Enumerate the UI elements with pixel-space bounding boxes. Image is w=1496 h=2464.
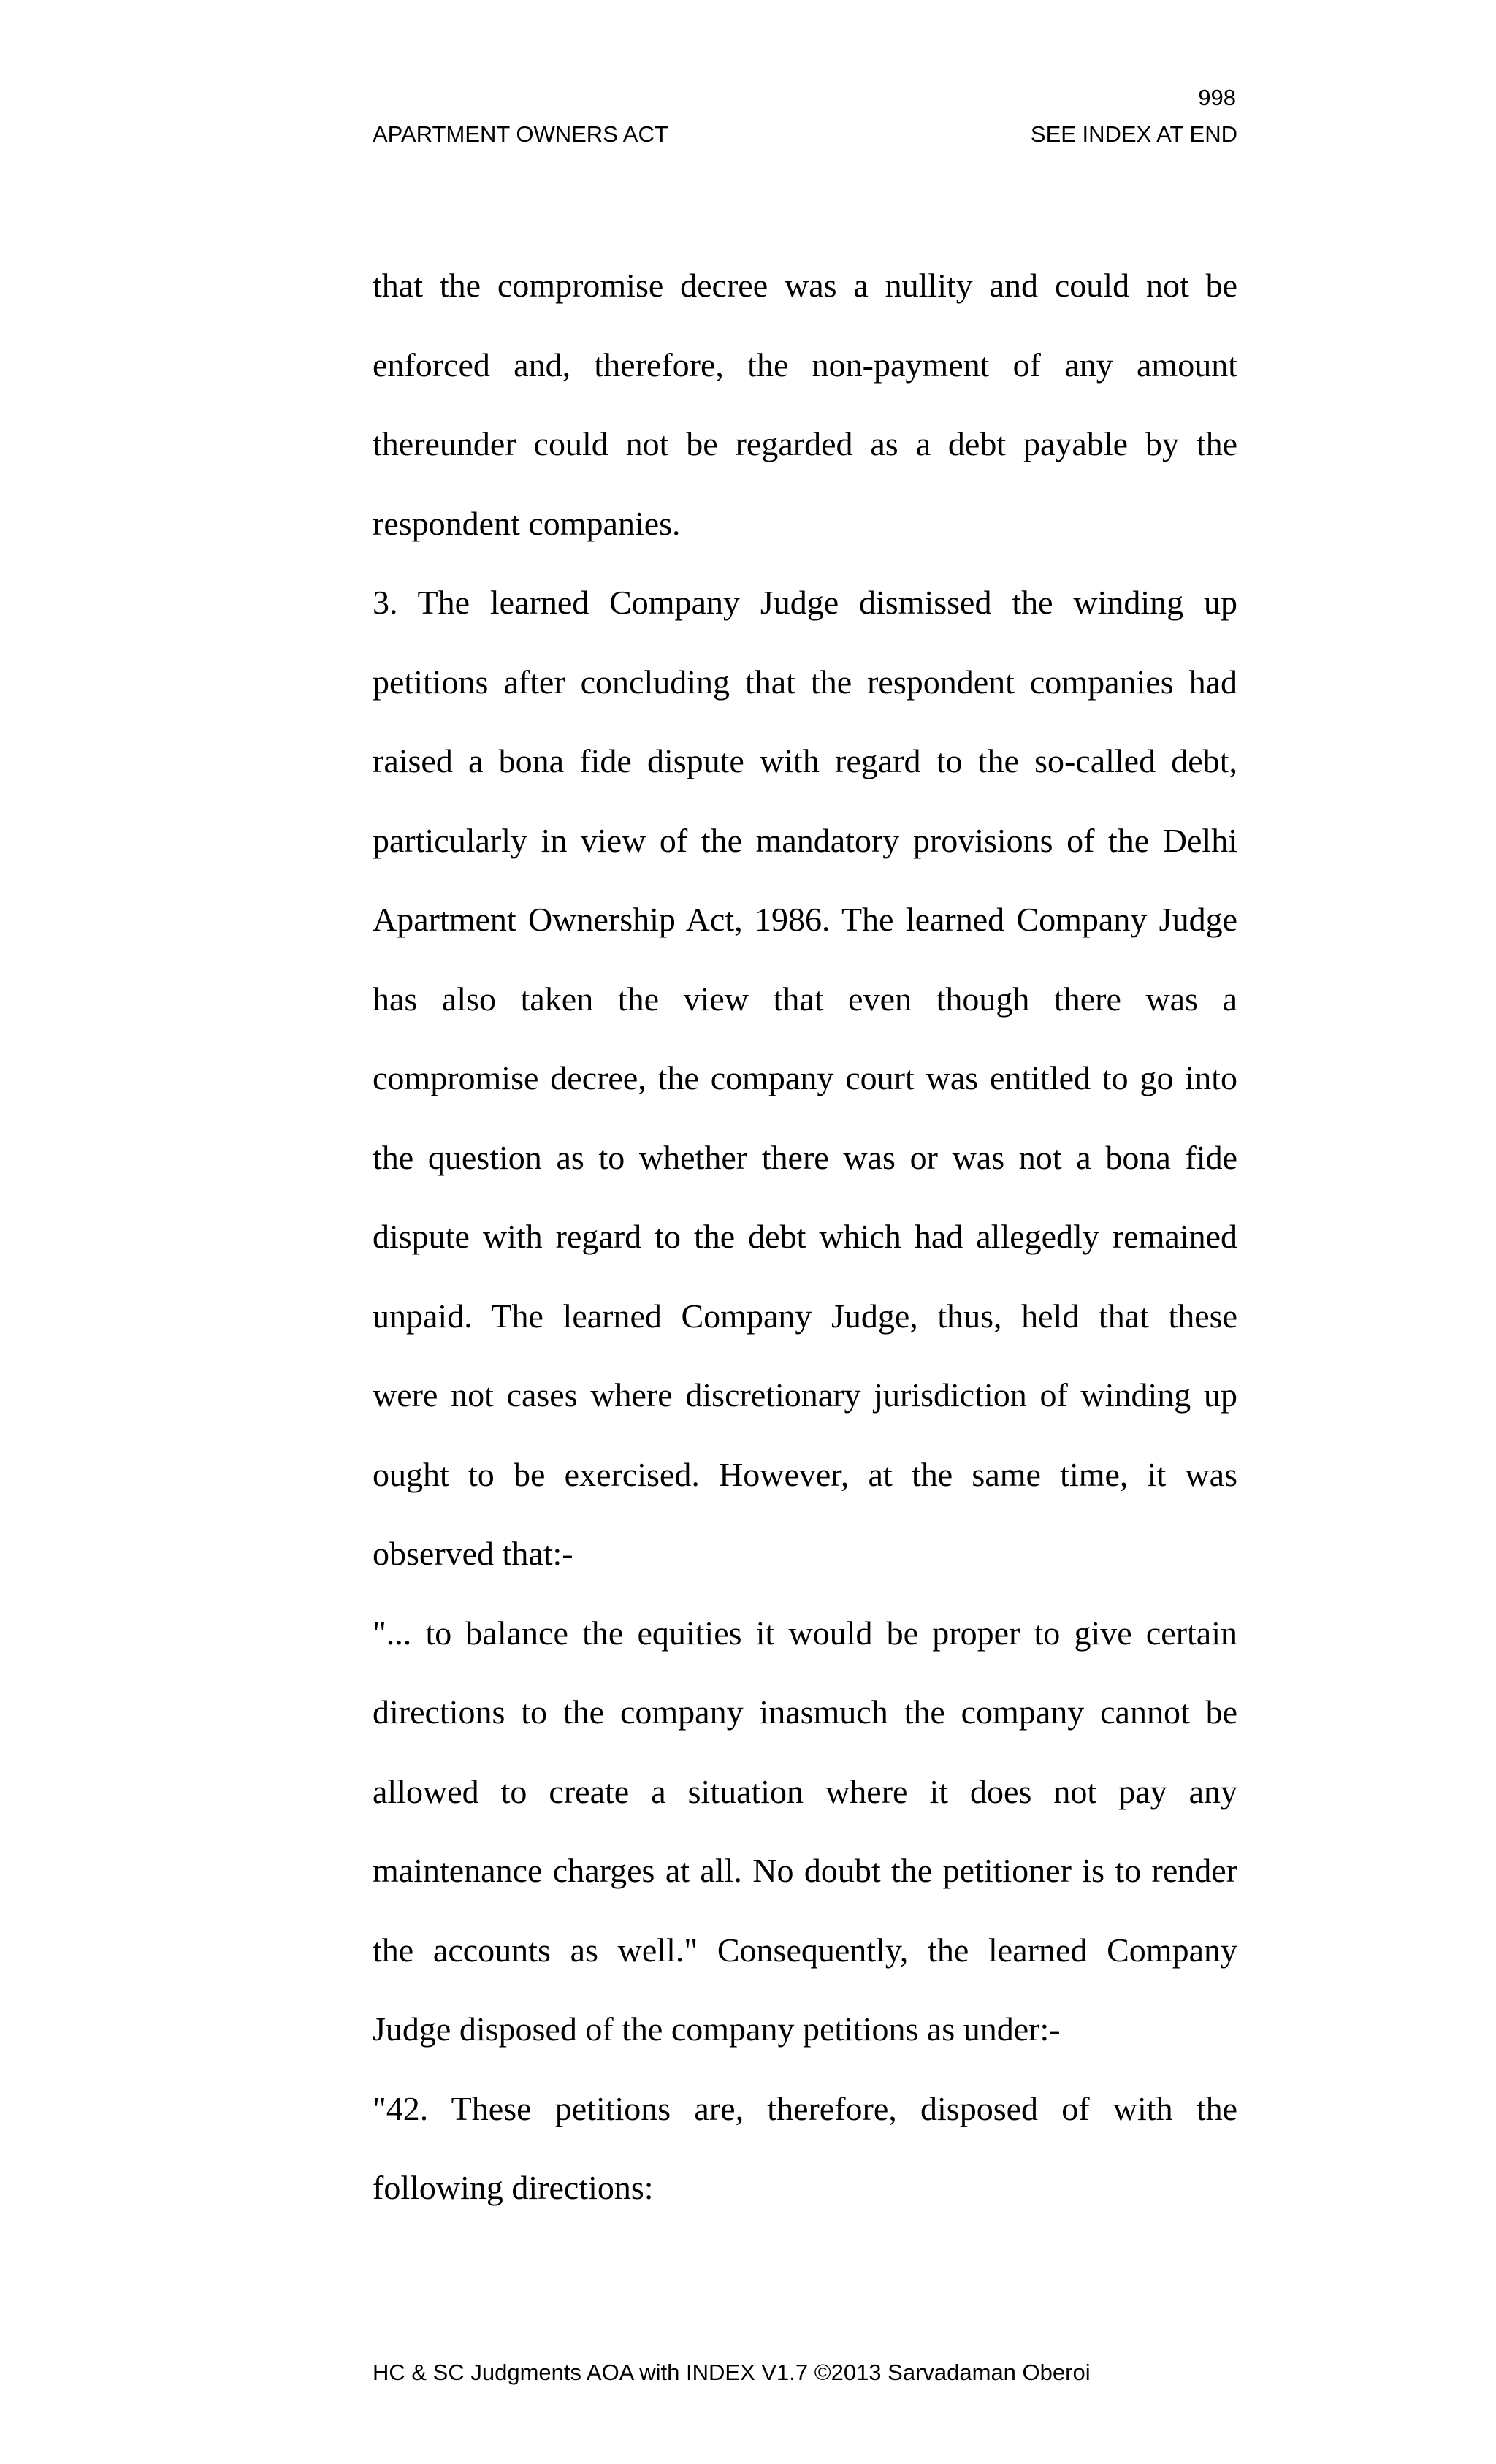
text-line: that the compromise decree was a nullity and could not be <box>373 267 1237 304</box>
text-line: the accounts as well." Consequently, the learned Company <box>373 1931 1237 1969</box>
text-line: allowed to create a situation where it does not pay any <box>373 1772 1237 1810</box>
text-line: ought to be exercised. However, at the same time, it was <box>373 1455 1237 1493</box>
text-line: thereunder could not be regarded as a debt payable by the <box>373 425 1237 462</box>
text-line: observed that:- <box>373 1535 573 1572</box>
text-line: enforced and, therefore, the non-payment of any amount <box>373 346 1237 384</box>
text-line: has also taken the view that even though there was a <box>373 980 1237 1018</box>
text-line: following directions: <box>373 2169 654 2206</box>
text-line: particularly in view of the mandatory provisions of the Delhi <box>373 821 1237 859</box>
text-line: were not cases where discretionary jurisdiction of winding up <box>373 1376 1237 1414</box>
text-line: directions to the company inasmuch the company cannot be <box>373 1693 1237 1731</box>
text-line: unpaid. The learned Company Judge, thus, held that these <box>373 1297 1237 1335</box>
text-line: Apartment Ownership Act, 1986. The learned Company Judge <box>373 901 1237 938</box>
text-line: 3. The learned Company Judge dismissed the winding up <box>373 584 1237 621</box>
text-line: "... to balance the equities it would be proper to give certain <box>373 1614 1237 1652</box>
text-line: the question as to whether there was or was not a bona fide <box>373 1138 1237 1176</box>
text-line: Judge disposed of the company petitions as under:- <box>373 2010 1061 2048</box>
text-line: dispute with regard to the debt which had allegedly remained <box>373 1218 1237 1255</box>
running-header <box>373 123 1237 145</box>
text-line: compromise decree, the company court was entitled to go into <box>373 1059 1237 1096</box>
text-line: "42. These petitions are, therefore, disposed of with the <box>373 2089 1237 2127</box>
footer-text: HC & SC Judgments AOA with INDEX V1.7 ©2013 Sarvadaman Oberoi <box>373 2360 1091 2385</box>
text-line: raised a bona fide dispute with regard to the so-called debt, <box>373 742 1237 779</box>
page-number: 998 <box>1198 85 1236 110</box>
header-left-title: APARTMENT OWNERS ACT <box>373 121 668 147</box>
header-right-title: SEE INDEX AT END <box>1030 121 1237 147</box>
text-line: petitions after concluding that the respondent companies had <box>373 663 1237 701</box>
text-line: maintenance charges at all. No doubt the petitioner is to render <box>373 1852 1237 1889</box>
text-line: respondent companies. <box>373 504 681 542</box>
document-body <box>373 256 1237 2238</box>
